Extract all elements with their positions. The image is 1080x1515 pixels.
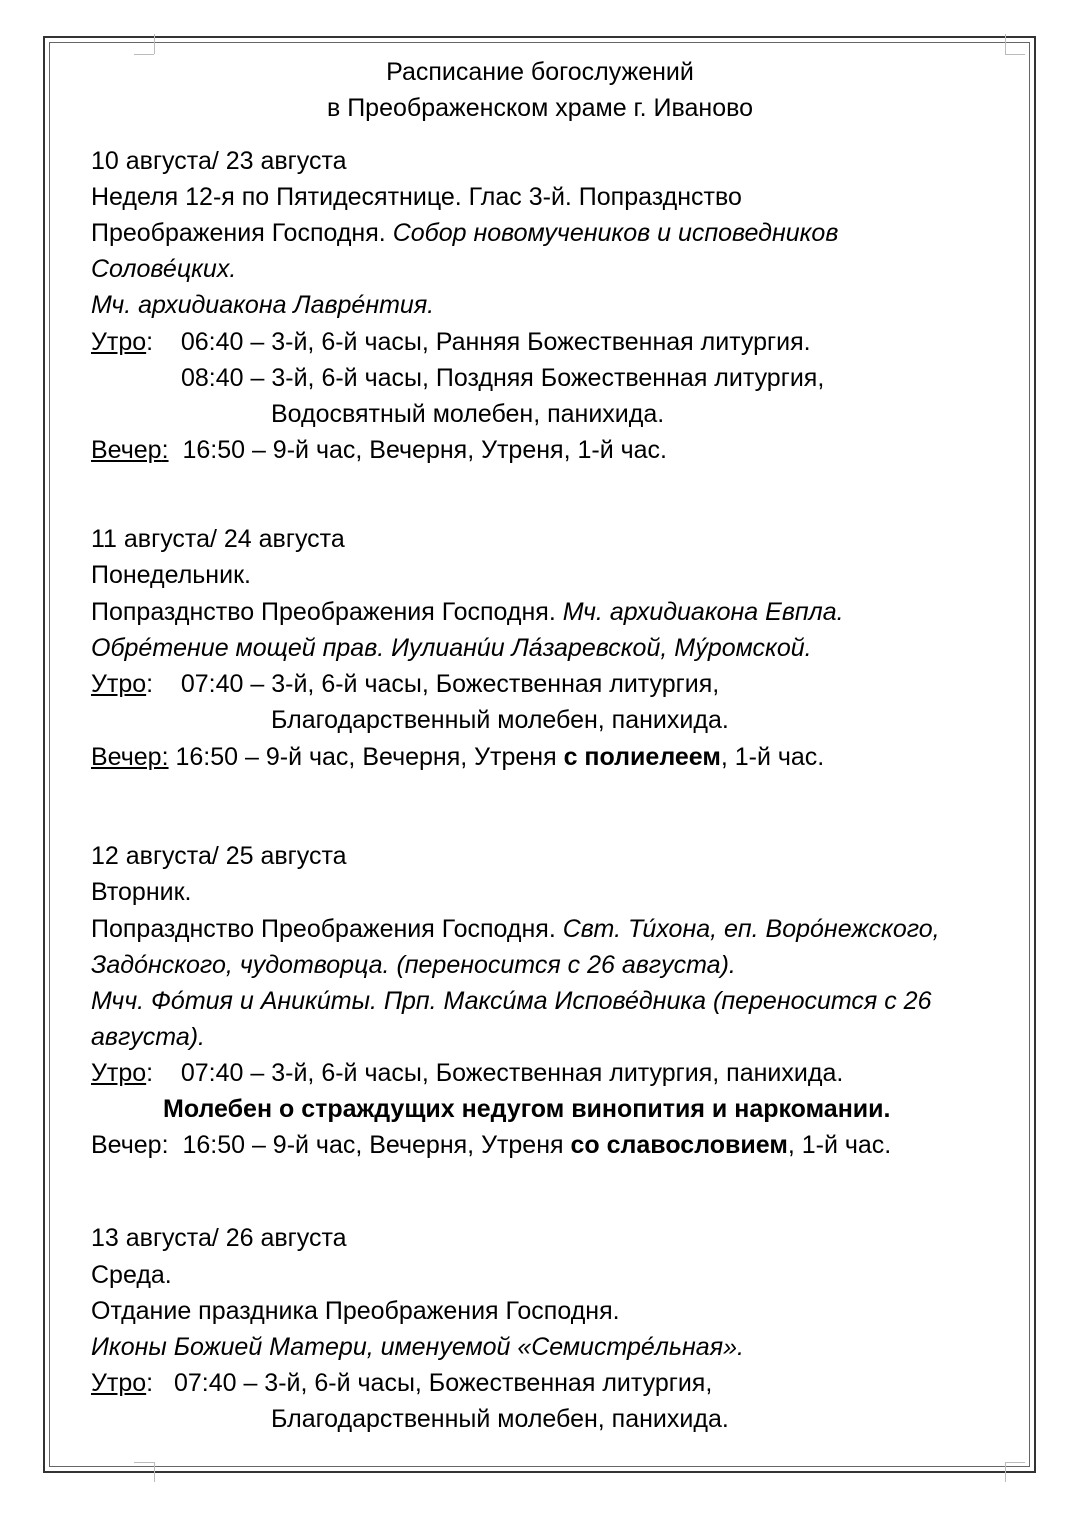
morning-service: 07:40 – 3-й, 6-й часы, Божественная литургия, — [173, 1369, 713, 1397]
morning-row: Утро: 06:40 – 3-й, 6-й часы, Ранняя Божественная литургия. — [91, 328, 811, 356]
day-feast — [91, 594, 844, 630]
morning-label: Утро — [91, 1369, 147, 1397]
feast-italic: Задо́нского, чудотворца. (переносится с 26 августа). — [91, 951, 736, 979]
day-saints: августа). — [91, 1023, 206, 1051]
morning-row: Утро: 07:40 – 3-й, 6-й часы, Божественная литургия, панихида. — [91, 1059, 844, 1087]
evening-tail: , 1-й час. — [787, 1131, 892, 1159]
moleben-note: Молебен о страждущих недугом винопития и наркомании. — [163, 1095, 891, 1123]
evening-row: Вечер: 16:50 – 9-й час, Вечерня, Утреня с полиелеем, 1-й час. — [91, 743, 825, 771]
page-subtitle: в Преображенском храме г. Иваново — [326, 94, 753, 122]
morning-service: Благодарственный молебен, панихида. — [271, 1405, 729, 1433]
evening-bold: со славословием — [570, 1131, 788, 1159]
day-date: 11 августа/ 24 августа — [91, 525, 345, 553]
morning-service: 07:40 – 3-й, 6-й часы, Божественная литургия, панихида. — [180, 1059, 844, 1087]
day-date: 12 августа/ 25 августа — [91, 842, 347, 870]
day-feast — [91, 215, 838, 251]
page-title: Расписание богослужений — [386, 58, 694, 86]
day-weekday: Вторник. — [91, 878, 192, 906]
crop-mark — [154, 34, 155, 54]
evening-service: 16:50 – 9-й час, Вечерня, Утреня — [182, 1131, 571, 1159]
crop-mark — [134, 1462, 154, 1463]
evening-tail: , 1-й час. — [720, 743, 825, 771]
crop-mark — [1005, 34, 1006, 54]
feast-text: Попразднство Преображения Господня. — [91, 598, 563, 626]
day-weekday: Среда. — [91, 1261, 172, 1289]
morning-row: Утро: 07:40 – 3-й, 6-й часы, Божественная литургия, — [91, 1369, 713, 1397]
day-saints: Обре́тение мощей прав. Иулиани́и Ла́заревской, Му́ромской. — [91, 634, 812, 662]
morning-service: Благодарственный молебен, панихида. — [271, 706, 729, 734]
evening-row: Вечер: 16:50 – 9-й час, Вечерня, Утреня, 1-й час. — [91, 436, 667, 464]
evening-row — [91, 1127, 891, 1163]
day-feast: Неделя 12-я по Пятидесятнице. Глас 3-й. Попразднство — [91, 183, 742, 211]
evening-service: 16:50 – 9-й час, Вечерня, Утреня, 1-й час. — [182, 436, 667, 464]
evening-bold: с полиелеем — [563, 743, 721, 771]
feast-text: Преображения Господня. — [91, 219, 393, 247]
crop-mark — [1005, 1462, 1025, 1463]
crop-mark — [1005, 1462, 1006, 1482]
morning-label: Утро — [91, 1059, 147, 1087]
feast-italic: Свт. Ти́хона, еп. Воро́нежского, — [562, 915, 940, 943]
morning-label: Утро — [91, 328, 147, 356]
morning-service: 08:40 – 3-й, 6-й часы, Поздняя Божественная литургия, — [181, 364, 825, 392]
day-weekday: Понедельник. — [91, 561, 251, 589]
evening-label: Вечер: — [91, 1131, 169, 1159]
morning-service: 06:40 – 3-й, 6-й часы, Ранняя Божественная литургия. — [180, 328, 811, 356]
day-saints: Мч. архидиакона Лавре́нтия. — [91, 291, 435, 319]
feast-italic: Собор новомучеников и исповедников — [392, 219, 839, 247]
evening-service: 16:50 – 9-й час, Вечерня, Утреня — [175, 743, 564, 771]
crop-mark — [154, 1462, 155, 1482]
day-feast: Отдание праздника Преображения Господня. — [91, 1297, 620, 1325]
evening-label: Вечер — [91, 743, 162, 771]
day-date: 13 августа/ 26 августа — [91, 1224, 347, 1252]
feast-italic: Солове́цких. — [91, 255, 237, 283]
day-saints: Мчч. Фо́тия и Аники́ты. Прп. Макси́ма Испове́дника (переносится с 26 — [91, 987, 932, 1015]
feast-text: Попразднство Преображения Господня. — [91, 915, 563, 943]
morning-row: Утро: 07:40 – 3-й, 6-й часы, Божественная литургия, — [91, 670, 720, 698]
morning-label: Утро — [91, 670, 147, 698]
evening-label: Вечер — [91, 436, 162, 464]
feast-italic: Мч. архидиакона Евпла. — [562, 598, 844, 626]
day-feast — [91, 911, 940, 947]
day-saints: Иконы Божией Матери, именуемой «Семистре́льная». — [91, 1333, 744, 1361]
morning-service: Водосвятный молебен, панихида. — [271, 400, 665, 428]
morning-service: 07:40 – 3-й, 6-й часы, Божественная литургия, — [180, 670, 720, 698]
day-date: 10 августа/ 23 августа — [91, 147, 347, 175]
